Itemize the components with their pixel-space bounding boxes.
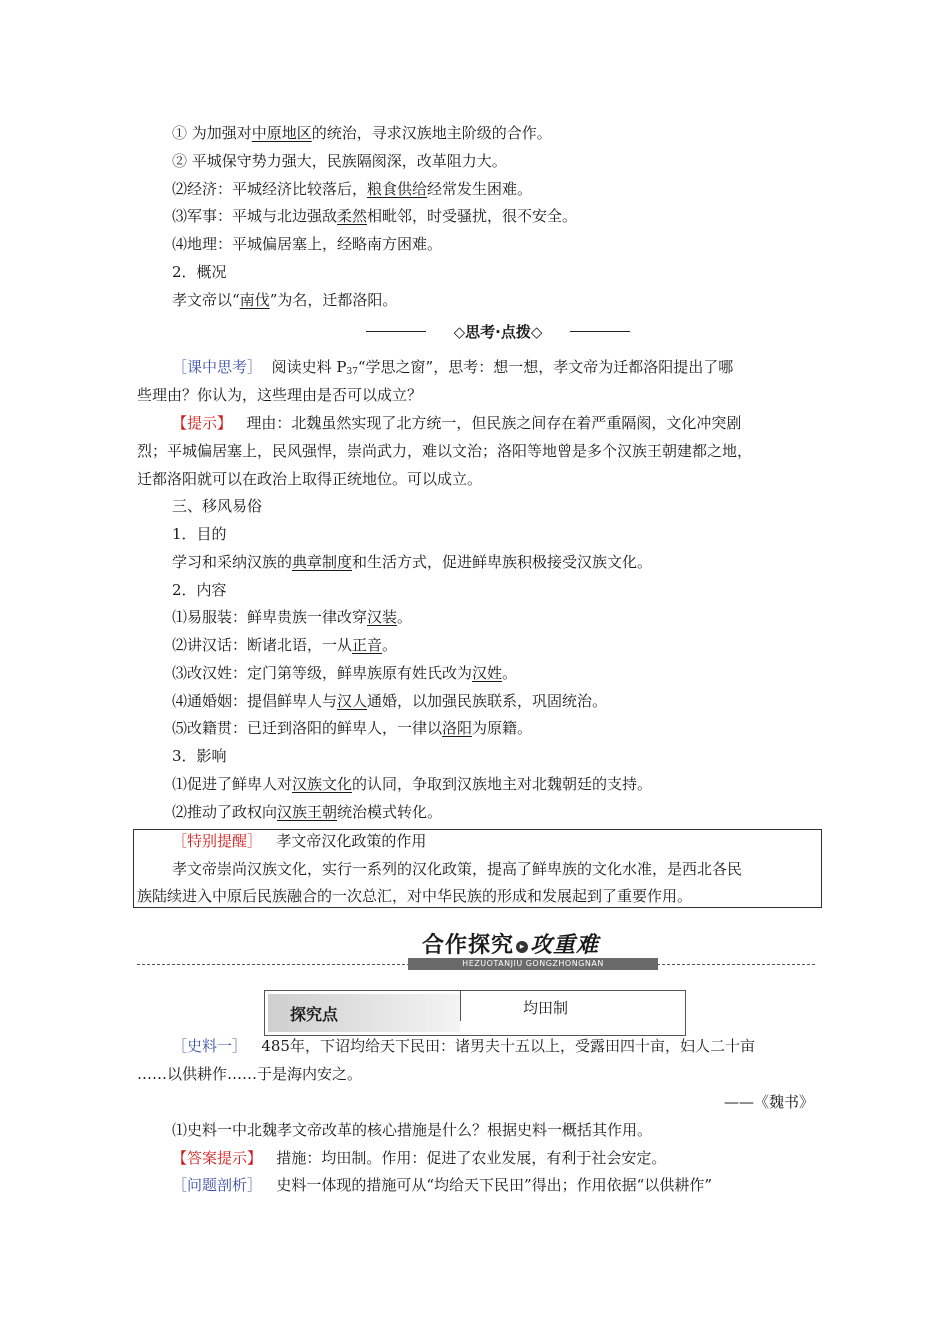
topic-tab bbox=[268, 994, 460, 1032]
topic-tab-label: 探究点 bbox=[290, 1005, 339, 1024]
keyword-standard-speech: 正音 bbox=[352, 636, 383, 654]
think-title: ◇思考·点拨◇ bbox=[453, 323, 543, 341]
keyword-han-clothes: 汉装 bbox=[367, 608, 398, 626]
keyword-han-culture: 汉族文化 bbox=[292, 775, 353, 793]
banner-title-left: 合作探究 bbox=[422, 933, 515, 958]
question-tag: ［课中思考］ bbox=[172, 358, 263, 376]
answer-tag: 【答案提示】 bbox=[172, 1149, 263, 1167]
source-tag: ［史料一］ bbox=[172, 1037, 248, 1055]
topic-label: 均田制 bbox=[523, 999, 569, 1017]
heading-overview: 2．概况 bbox=[172, 263, 227, 281]
keyword-luoyang: 洛阳 bbox=[442, 719, 473, 737]
reason-geography: ⑷地理：平城偏居塞上，经略南方困难。 bbox=[172, 235, 443, 253]
hint-line-2: 烈；平城偏居塞上，民风强悍，崇尚武力，难以文治；洛阳等地曾是多个汉族王朝建都之地， bbox=[137, 442, 753, 460]
hint-line-3: 迁都洛阳就可以在政治上取得正统地位。可以成立。 bbox=[137, 470, 483, 488]
topic-divider bbox=[460, 991, 461, 1021]
content-marriage: ⑷通婚姻：提倡鲜卑人与汉人通婚，以加强民族联系，巩固统治。 bbox=[172, 692, 608, 710]
reason-economy: ⑵经济：平城经济比较落后，粮食供给经常发生困难。 bbox=[172, 180, 533, 198]
keyword-central-plains: 中原地区 bbox=[251, 124, 312, 142]
heading-purpose: 1．目的 bbox=[172, 525, 227, 543]
reminder-line-2: 族陆续进入中原后民族融合的一次总汇，对中华民族的形成和发展起到了重要作用。 bbox=[137, 887, 693, 905]
heading-impact: 3．影响 bbox=[172, 747, 227, 765]
topic-box bbox=[264, 990, 686, 1036]
purpose-text: 学习和采纳汉族的典章制度和生活方式，促进鲜卑族积极接受汉族文化。 bbox=[172, 553, 653, 571]
impact-2: ⑵推动了政权向汉族王朝统治模式转化。 bbox=[172, 803, 443, 821]
source-citation: ——《魏书》 bbox=[723, 1093, 814, 1111]
section-heading: 三、移风易俗 bbox=[172, 497, 263, 515]
keyword-han-surname: 汉姓 bbox=[472, 664, 503, 682]
reason-conservative: ② 平城保守势力强大，民族隔阂深，改革阻力大。 bbox=[172, 152, 507, 170]
reminder-tag: ［特别提醒］ bbox=[172, 832, 263, 850]
arrow-icon: ▸ bbox=[516, 941, 528, 953]
hint-tag: 【提示】 bbox=[172, 414, 233, 432]
keyword-institutions: 典章制度 bbox=[292, 553, 353, 571]
keyword-grain-supply: 粮食供给 bbox=[367, 180, 428, 198]
reason-political: ① 为加强对中原地区的统治，寻求汉族地主阶级的合作。 bbox=[172, 124, 552, 142]
question-line-1: ［课中思考］ 阅读史料 $P_{37}“$学思之窗”，思考：想一想，孝文帝为迁都洛阳提出了哪 bbox=[172, 358, 734, 377]
banner-title-right: 攻重难 bbox=[530, 933, 600, 958]
keyword-han-people: 汉人 bbox=[337, 692, 368, 710]
content-clothing: ⑴易服装：鲜卑贵族一律改穿汉装。 bbox=[172, 608, 413, 626]
heading-content: 2．内容 bbox=[172, 581, 227, 599]
answer-hint: 【答案提示】 措施：均田制。作用：促进了农业发展，有利于社会安定。 bbox=[172, 1149, 667, 1167]
content-language: ⑵讲汉话：断诸北语，一从正音。 bbox=[172, 636, 398, 654]
keyword-southern-campaign: 南伐 bbox=[239, 291, 270, 309]
divider-rule-left bbox=[366, 331, 426, 332]
overview-text: 孝文帝以“南伐”为名，迁都洛阳。 bbox=[172, 291, 398, 309]
content-origin: ⑸改籍贯：已迁到洛阳的鲜卑人，一律以洛阳为原籍。 bbox=[172, 719, 533, 737]
section-banner bbox=[422, 928, 599, 959]
keyword-han-dynasty: 汉族王朝 bbox=[277, 803, 338, 821]
divider-rule-right bbox=[570, 331, 630, 332]
impact-1: ⑴促进了鲜卑人对汉族文化的认同，争取到汉族地主对北魏朝廷的支持。 bbox=[172, 775, 653, 793]
analysis-tag: ［问题剖析］ bbox=[172, 1176, 263, 1194]
reason-military: ⑶军事：平城与北边强敌柔然相毗邻，时受骚扰，很不安全。 bbox=[172, 207, 578, 225]
source-line-1: ［史料一］ 485年，下诏均给天下民田：诸男夫十五以上，受露田四十亩，妇人二十亩 bbox=[172, 1037, 755, 1055]
analysis: ［问题剖析］ 史料一体现的措施可从“均给天下民田”得出；作用依据“以供耕作” bbox=[172, 1176, 713, 1194]
content-surname: ⑶改汉姓：定门第等级，鲜卑族原有姓氏改为汉姓。 bbox=[172, 664, 518, 682]
keyword-rouran: 柔然 bbox=[337, 207, 368, 225]
question-line-2: 些理由？你认为，这些理由是否可以成立？ bbox=[137, 386, 423, 404]
reminder-header: ［特别提醒］ 孝文帝汉化政策的作用 bbox=[172, 832, 427, 850]
hint-line-1: 【提示】 理由：北魏虽然实现了北方统一，但民族之间存在着严重隔阂，文化冲突剧 bbox=[172, 414, 742, 432]
source-line-2: ……以供耕作……于是海内安之。 bbox=[137, 1065, 363, 1083]
think-divider bbox=[366, 320, 630, 344]
question-1: ⑴史料一中北魏孝文帝改革的核心措施是什么？根据史料一概括其作用。 bbox=[172, 1121, 653, 1139]
reminder-line-1: 孝文帝崇尚汉族文化，实行一系列的汉化政策，提高了鲜卑族的文化水准，是西北各民 bbox=[172, 860, 743, 878]
banner-pinyin: HEZUOTANJIU GONGZHONGNAN bbox=[408, 958, 658, 970]
